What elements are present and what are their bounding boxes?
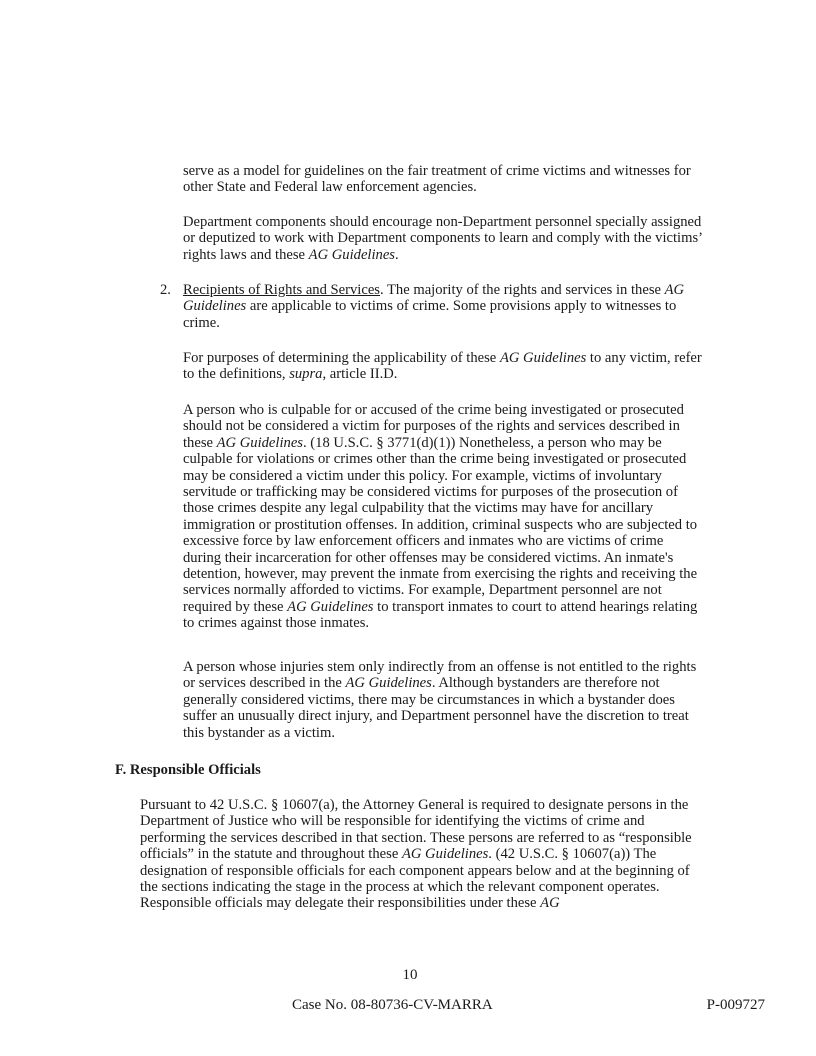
paragraph-non-department-personnel: Department components should encourage non-Department personnel specially assigned or deputized to work with Department components to learn and comply with the victims’ rights laws and these AG Guidelines. bbox=[183, 214, 702, 263]
list-item-number: 2. bbox=[160, 282, 171, 298]
list-item-2 bbox=[160, 282, 703, 331]
paragraph-model-guidelines: serve as a model for guidelines on the fair treatment of crime victims and witnesses for other State and Federal law enforcement agencies. bbox=[183, 163, 691, 196]
bates-number: P-009727 bbox=[706, 997, 765, 1013]
paragraph-culpable-person: A person who is culpable for or accused of the crime being investigated or prosecuted should not be considered a victim for purposes of the rights and services described in these AG Guidelines. (18 U.S.C. § 3771(d)(1)) Nonetheless, a person who may be culpable for violations or crimes other than the crime being investigated or prosecuted may be considered a victim under this policy. For example, victims of involuntary servitude or trafficking may be considered victims for purposes of the prosecution of those crimes despite any legal culpability that the victims may have for ancillary immigration or prostitution offenses. In addition, criminal suspects who are subjected to excessive force by law enforcement officers and inmates who are victims of crime during their incarceration for other offenses may be considered victims. An inmate's detention, however, may prevent the inmate from exercising the rights and receiving the services normally afforded to victims. For example, Department personnel are not required by these AG Guidelines to transport inmates to court to attend hearings relating to crimes against those inmates. bbox=[183, 402, 698, 632]
paragraph-applicability: For purposes of determining the applicability of these AG Guidelines to any victim, refer to the definitions, supra, article II.D. bbox=[183, 350, 702, 383]
paragraph-bystanders: A person whose injuries stem only indirectly from an offense is not entitled to the rights or services described in the AG Guidelines. Although bystanders are therefore not generally considered victims, there may be circumstances in which a bystander does suffer an unusually direct injury, and Department personnel have the discretion to treat this bystander as a victim. bbox=[183, 659, 697, 741]
case-number: Case No. 08-80736-CV-MARRA bbox=[292, 997, 493, 1013]
page-number: 10 bbox=[402, 967, 418, 983]
list-item-text: Recipients of Rights and Services. The majority of the rights and services in these AG Guidelines are applicable to victims of crime. Some provisions apply to witnesses to crime. bbox=[183, 282, 685, 331]
paragraph-responsible-officials: Pursuant to 42 U.S.C. § 10607(a), the Attorney General is required to designate persons in the Department of Justice who will be responsible for identifying the victims of crime and performing the services described in that section. These persons are referred to as “responsible officials” in the statute and throughout these AG Guidelines. (42 U.S.C. § 10607(a)) The designation of responsible officials for each component appears below and at the beginning of the sections indicating the stage in the process at which the relevant component operates. Responsible officials may delegate their responsibilities under these AG bbox=[140, 797, 692, 912]
item-title: Recipients of Rights and Services bbox=[183, 282, 380, 298]
section-heading: F. Responsible Officials bbox=[115, 762, 261, 778]
